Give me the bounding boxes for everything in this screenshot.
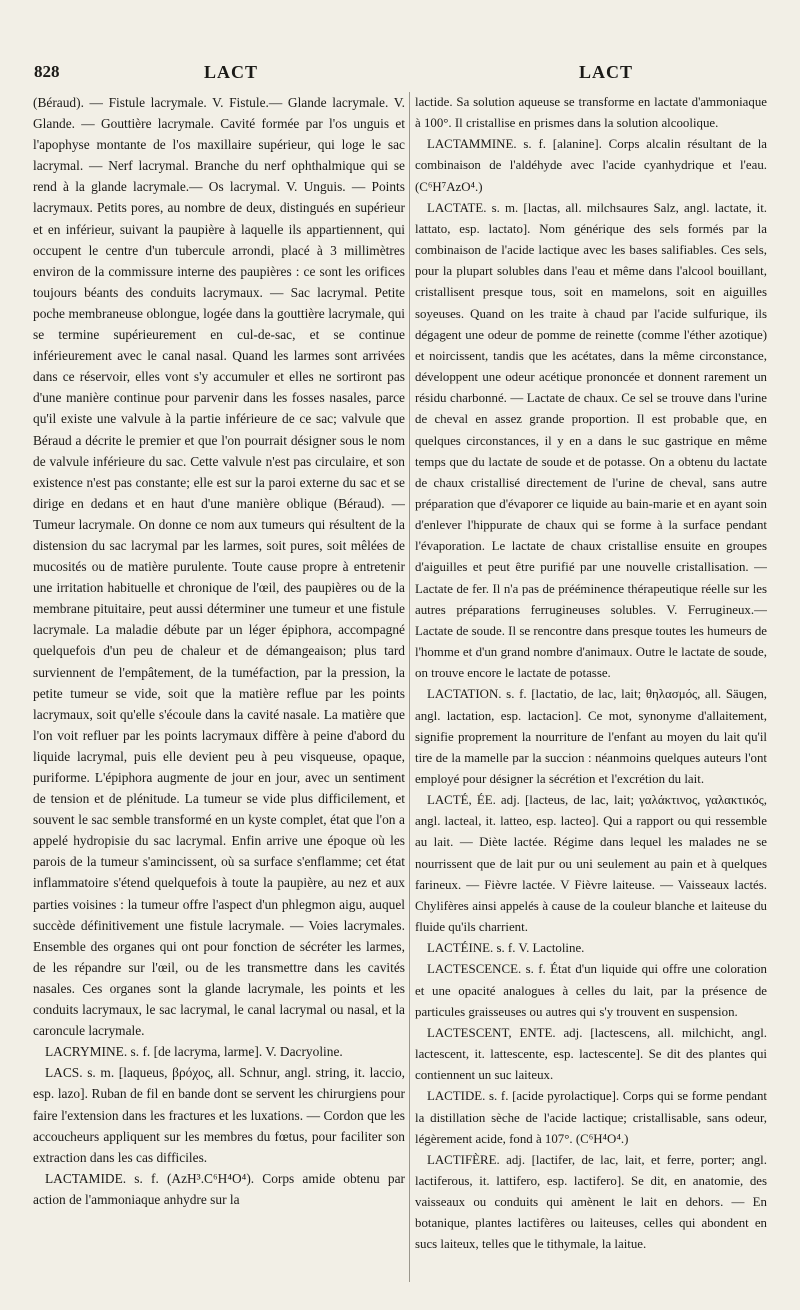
- entry-lactamide: LACTAMIDE. s. f. (AzH³.C⁶H⁴O⁴). Corps amide obtenu par action de l'ammoniaque anhydre sur la: [33, 1170, 405, 1207]
- page-number: 828: [34, 62, 60, 81]
- running-header: [34, 62, 764, 88]
- entry-lacrymine: LACRYMINE. s. f. [de lacryma, larme]. V. Dacryoline.: [45, 1044, 343, 1060]
- entry-lactammine: LACTAMMINE. s. f. [alanine]. Corps alcalin résultant de la combinaison de l'aldéhyde avec l'acide cyanhydrique et l'eau. (C⁶H⁷AzO⁴.): [415, 137, 767, 194]
- running-headword-left: LACT: [204, 62, 259, 82]
- entry-lactate: LACTATE. s. m. [lactas, all. milchsaures Salz, angl. lactate, it. lattato, esp. lactato]. Nom générique des sels formés par la combinaison de l'acide lactique avec les bases salifiables. Ces sels, pour la plupart solubles dans l'eau et même dans l'alcool bouillant, cristallisent presque tous, soit en mamelons, soit en aiguilles soyeuses. Quand on les traite à chaud par l'acide sulfurique, ils dégagent une odeur de pomme de reinette (comme l'éther azotique) et noircissent, tandis que les acétates, dans la même circonstance, développent une odeur acétique prononcée et donnent rarement un résidu charbonné. — Lactate de chaux. Ce sel se trouve dans l'urine de cheval en assez grande proportion. Il est probable que, en quelques circonstances, il y en a dans le suc gastrique en même temps que du lactate de soude et de potasse. On a obtenu du lactate de chaux cristallisé directement de l'urine de cheval, sans autre préparation que d'évaporer ce liquide au bain-marie et en ayant soin d'enlever l'hippurate de chaux qui se forme à la surface pendant l'évaporation. Le lactate de chaux cristallise ensuite en groupes d'aiguilles et peut être purifié par une nouvelle cristallisation. — Lactate de fer. Il n'a pas de prééminence thérapeutique réelle sur les autres préparations ferrugineuses solubles. V. Ferrugineux.— Lactate de soude. Il se rencontre dans presque toutes les humeurs de l'homme et d'un grand nombre d'animaux. Outre le lactate de soude, on trouve encore le lactate de potasse.: [415, 200, 767, 681]
- entry-lacte: LACTÉ, ÉE. adj. [lacteus, de lac, lait; γαλάκτινος, γαλακτικός, angl. lacteal, it. latteo, esp. lacteo]. Qui a rapport ou qui ressemble au lait. — Diète lactée. Régime dans lequel les malades ne se nourrissent que de lait pur ou uni seulement au pain et à quelques farineux. — Fièvre lactée. V Fièvre laiteuse. — Vaisseaux lactés. Chylifères ainsi appelés à cause de la couleur blanche et laiteuse du fluide qu'ils charrient.: [415, 793, 767, 935]
- entry-lactescent: LACTESCENT, ENTE. adj. [lactescens, all. milchicht, angl. lactescent, it. lattescente, esp. lactescente]. Se dit des plantes qui contiennent un suc laiteux.: [415, 1025, 767, 1083]
- entry-lactescence: LACTESCENCE. s. f. État d'un liquide qui offre une coloration et une opacité analogues à celles du lait, par la présence de particules graisseuses ou autres qui s'y trouvent en suspension.: [415, 962, 767, 1019]
- entry-lacs: LACS. s. m. [laqueus, βρόχος, all. Schnur, angl. string, it. laccio, esp. lazo]. Ruban de fil en bande dont se servent les chirurgiens pour faire l'extension dans les fractures et les luxations. — Cordon que les accoucheurs appliquent sur les membres du fœtus, pour faciliter son extraction dans les cas difficiles.: [33, 1065, 405, 1165]
- left-column: [33, 92, 405, 1297]
- running-headword-right: LACT: [579, 62, 634, 82]
- entry-lactifere: LACTIFÈRE. adj. [lactifer, de lac, lait, et ferre, porter; angl. lactiferous, it. lattifero, esp. lactifero]. Se dit, en anatomie, des vaisseaux ou conduits qui amènent le lait en dehors. — En botanique, plantes lactifères ou laiteuses, celles qui abondent en sucs laiteux, telles que le tithymale, la laitue.: [415, 1152, 767, 1252]
- right-column: [415, 92, 767, 1297]
- entry-lactamide-continued: lactide. Sa solution aqueuse se transforme en lactate d'ammoniaque à 100°. Il cristallise en prismes dans la solution alcoolique.: [415, 95, 767, 131]
- entry-lacrymal-continued: (Béraud). — Fistule lacrymale. V. Fistule.— Glande lacrymale. V. Glande. — Gouttière lacrymale. Cavité formée par l'os unguis et l'apophyse montante de l'os maxillaire supérieur, qui loge le sac lacrymal. — Nerf lacrymal. Branche du nerf ophthalmique qui se rend à la glande lacrymale.— Os lacrymal. V. Unguis. — Points lacrymaux. Petits pores, au nombre de deux, distingués en supérieur et en inférieur, suivant la paupière à laquelle ils appartiennent, qui occupent le centre d'un tubercule arrondi, placé à 3 millimètres environ de la commissure interne des paupières : ce sont les orifices toujours béants des conduits lacrymaux. — Sac lacrymal. Petite poche membraneuse oblongue, logée dans la gouttière lacrymale, qui se termine supérieurement en cul-de-sac, et se continue inférieurement avec le canal nasal. Quand les larmes sont arrivées dans ce réservoir, elles vont s'y accumuler et elles ne sortiront pas d'une manière continue pour parvenir dans les fosses nasales, parce qu'il existe une valvule à la partie inférieure de ce sac; valvule que Béraud a décrite le premier et que l'on pourrait désigner sous le nom de valvule inférieure du sac. Cette valvule n'est pas circulaire, et son existence n'est pas constante; elle est sur la paroi externe du sac et se dirige en dedans et en haut d'une manière oblique (Béraud). — Tumeur lacrymale. On donne ce nom aux tumeurs qui résultent de la distension du sac lacrymal par les larmes, soit pures, soit mêlées de mucosités ou de matière purulente. Toute cause propre à entretenir une irritation habituelle et chronique de l'œil, des paupières ou de la membrane pituitaire, peut aussi déterminer une tumeur et une fistule lacrymale. La maladie débute par un léger épiphora, accompagné quelquefois d'un peu de chaleur et de démangeaison; plus tard surviennent de l'empâtement, de la tuméfaction, par la pression, la petite tumeur se vide, soit que la matière reflue par les points lacrymaux, soit qu'elle s'écoule dans la cavité nasale. La matière que l'on voit refluer par les points lacrymaux diffère à peine d'abord du liquide lacrymal, puis elle devient peu à peu visqueuse, opaque, puriforme. L'épiphora augmente de jour en jour, avec un sentiment de tension et de plénitude. La tumeur se vide plus difficilement, et souvent le sac semble transformé en un kyste complet, état que l'on a appelé hydropisie du sac lacrymal. Enfin arrive une époque où les parois de la tumeur s'amincissent, où sa surface s'enflamme; cet état inflammatoire s'étend quelquefois à toute la paupière, au nez et aux parties voisines : la tumeur offre l'aspect d'un phlegmon aigu, auquel succède définitivement une fistule lacrymale. — Voies lacrymales. Ensemble des organes qui ont pour fonction de sécréter les larmes, de les répandre sur l'œil, ou de les transmettre dans les cavités nasales. Ces organes sont la glande lacrymale, les points et les conduits lacrymaux, le sac lacrymal, le canal lacrymal ou nasal, et la caroncule lacrymale.: [33, 95, 405, 1039]
- entry-lactation: LACTATION. s. f. [lactatio, de lac, lait; θηλασμός, all. Säugen, angl. lactation, esp. lactacion]. Ce mot, synonyme d'allaitement, signifie proprement la nourriture de l'enfant au moyen du lait qu'il tire de la mamelle par la succion : néanmoins quelques auteurs l'ont employé pour désigner la sécrétion et l'excrétion du lait.: [415, 687, 767, 786]
- entry-lactide: LACTIDE. s. f. [acide pyrolactique]. Corps qui se forme pendant la distillation sèche de l'acide lactique; cristallisable, sans odeur, légèrement acide, fond à 107°. (C⁶H⁴O⁴.): [415, 1089, 767, 1146]
- entry-lacteine: LACTÉINE. s. f. V. Lactoline.: [427, 941, 585, 956]
- column-divider: [409, 92, 410, 1282]
